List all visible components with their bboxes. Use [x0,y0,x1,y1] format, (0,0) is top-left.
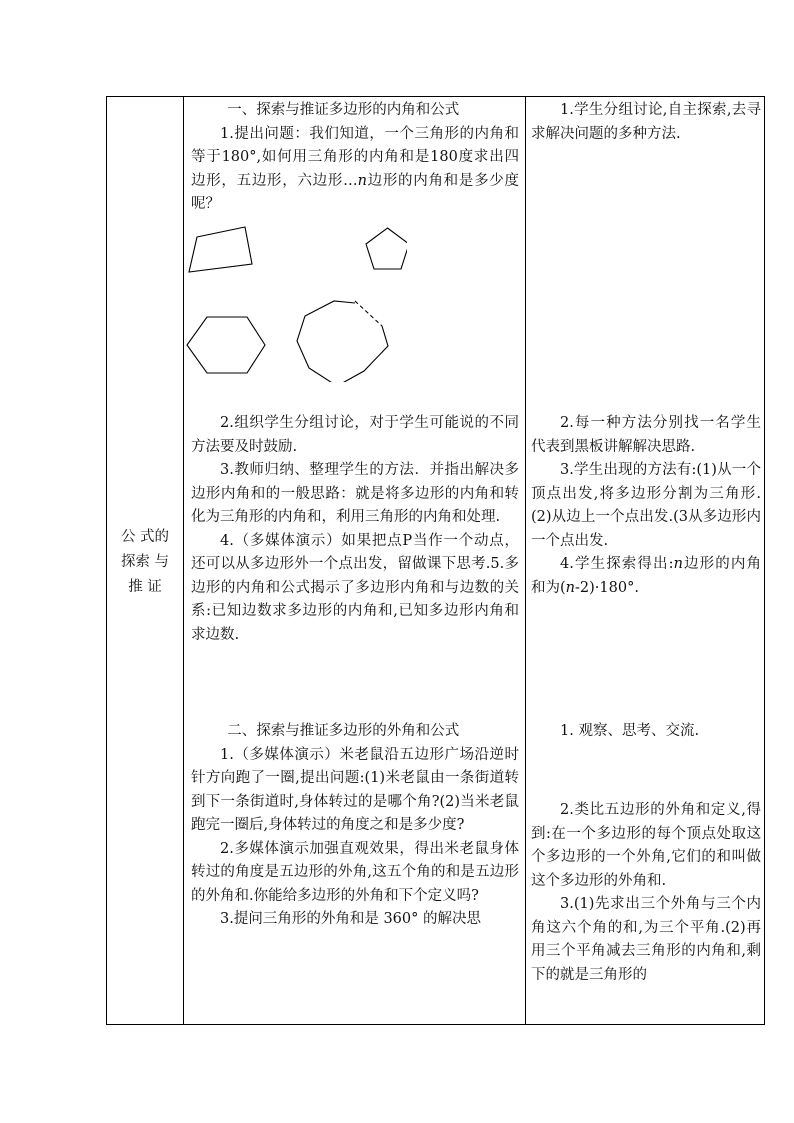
paragraph: 2.多媒体演示加强直观效果，得出米老鼠身体转过的角度是五边形的外角,这五个角的和是五边形的外角和.你能给多边形的外角和下个定义吗? [191,840,519,904]
student-activity-column-2 [531,412,761,600]
paragraph: 2.每一种方法分别找一名学生代表到黑板讲解解决思路. [531,415,761,455]
student-activity-column [531,99,761,146]
pentagon-shape [366,228,407,269]
teacher-activity-column-2 [191,412,519,647]
row-label [107,525,183,600]
student-activity-column-4 [531,799,761,987]
paragraph: 3.提问三角形的外角和是 360° 的解决思 [220,911,481,927]
paragraph: 1.学生分组讨论,自主探索,去寻求解决问题的多种方法. [531,102,761,142]
section-heading: 二、探索与推证多边形的外角和公式 [227,723,460,739]
quadrilateral-shape [189,227,252,272]
paragraph: 1. 观察、思考、交流. [560,723,700,739]
student-activity-column-3 [531,720,761,744]
paragraph: 3.学生出现的方法有:(1)从一个顶点出发,将多边形分割为三角形.(2)从边上一个点出发.(3从多边形内一个点出发. [531,462,761,549]
row-label-line: 探索 与 [120,554,170,570]
paragraph: 1.（多媒体演示）米老鼠沿五边形广场沿逆时针方向跑了一圈,提出问题:(1)米老鼠由一条街道转到下一条街道时,身体转过的是哪个角?(2)当米老鼠跑完一圈后,身体转过的角度之和是多少度? [191,746,519,833]
row-label-line: 公 式的 [120,529,170,545]
row-label-line: 推 证 [128,579,162,595]
paragraph: 2.类比五边形的外角和定义,得到:在一个多边形的每个顶点处取这个多边形的一个外角,它们的和叫做这个多边形的外角和. [531,802,761,889]
section-heading: 一、探索与推证多边形的内角和公式 [227,102,460,118]
paragraph: 1.提出问题：我们知道，一个三角形的内角和等于180°,如何用三角形的内角和是180度求出四边形，五边形，六边形…n边形的内角和是多少度呢？ [191,125,519,212]
paragraph: 3.(1)先求出三个外角与三个内角这六个角的和,为三个平角.(2)再用三个平角减去三角形的内角和,剩下的就是三角形的 [531,896,761,983]
paragraph: 3.教师归纳、整理学生的方法．并指出解决多边形内角和的一般思路：就是将多边形的内角和转化为三角形的内角和，利用三角形的内角和处理. [191,462,519,525]
lesson-table [106,96,765,1025]
polygon-n-shape [297,301,388,382]
polygon-n-dashed-edge [355,301,382,326]
hexagon-shape [187,317,265,373]
column-divider [525,97,526,1024]
teacher-activity-column-3 [191,720,519,932]
paragraph: 2.组织学生分组讨论，对于学生可能说的不同方法要及时鼓励. [191,415,519,455]
polygon-figures [177,212,407,382]
teacher-activity-column [191,99,519,217]
paragraph: 4.学生探索得出:n边形的内角和为(n-2)·180°. [531,556,761,596]
paragraph: 4.（多媒体演示）如果把点P当作一个动点，还可以从多边形外一个点出发，留做课下思考.5.多边形的内角和公式揭示了多边形内角和与边数的关系:已知边数求多边形的内角和,已知多边形内角和求边数. [191,532,519,643]
